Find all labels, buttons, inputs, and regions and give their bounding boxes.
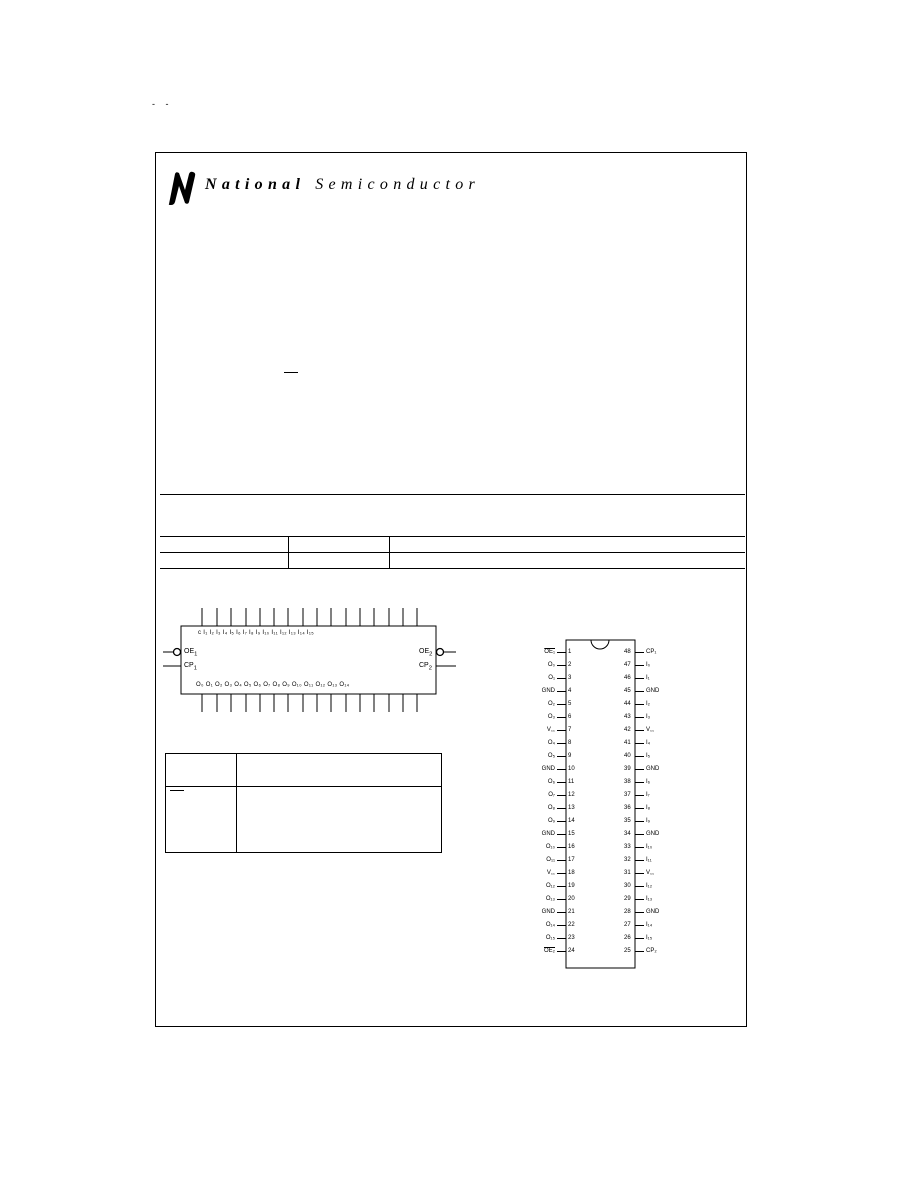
dip-pin-number: 18 xyxy=(568,870,575,876)
dip-pin-number: 16 xyxy=(568,844,575,850)
dip-pin-right xyxy=(620,830,670,838)
dip-pin-number: 36 xyxy=(624,805,631,811)
dip-pin-number: 34 xyxy=(624,831,631,837)
dip-pin-name: O₁₂ xyxy=(545,883,555,889)
dip-pin-left xyxy=(520,908,580,916)
dip-pin-lead xyxy=(557,678,566,679)
dip-pin-number: 13 xyxy=(568,805,575,811)
dip-pin-right xyxy=(620,700,670,708)
dip-pin-number: 24 xyxy=(568,948,575,954)
dip-pin-name: GND xyxy=(646,909,660,915)
dip-pin-number: 37 xyxy=(624,792,631,798)
table-top-rule xyxy=(160,536,745,537)
dip-pin-lead xyxy=(557,795,566,796)
dip-pin-number: 21 xyxy=(568,909,575,915)
logic-top-labels: c I₁ I₂ I₃ I₄ I₅ I₆ I₇ I₈ I₉ I₁₀ I₁₁ I₁₂ I₁₃ I₁₄ I₁₅ xyxy=(198,630,314,636)
dip-pin-name: O₀ xyxy=(547,662,555,668)
dip-pin-right xyxy=(620,934,670,942)
dip-pin-number: 15 xyxy=(568,831,575,837)
dip-pin-lead xyxy=(635,873,644,874)
dip-pin-right xyxy=(620,804,670,812)
dip-pin-number: 17 xyxy=(568,857,575,863)
dip-pin-number: 26 xyxy=(624,935,631,941)
section-divider xyxy=(160,494,745,495)
table-mid-rule xyxy=(160,552,745,553)
dip-pin-lead xyxy=(557,704,566,705)
dip-pin-left xyxy=(520,726,580,734)
dip-pin-lead xyxy=(635,795,644,796)
dip-pin-name: O₈ xyxy=(547,805,555,811)
logic-cp2-label: $CP_2$ xyxy=(419,662,432,672)
dip-pin-number: 12 xyxy=(568,792,575,798)
dip-pin-left xyxy=(520,804,580,812)
dip-pin-right xyxy=(620,687,670,695)
dip-pin-number: 7 xyxy=(568,727,572,733)
dip-pin-name: OE₁ xyxy=(544,649,555,655)
dip-pin-lead xyxy=(557,756,566,757)
dip-pin-right xyxy=(620,856,670,864)
dip-pin-number: 27 xyxy=(624,922,631,928)
dip-pin-right xyxy=(620,661,670,669)
pin-table-overbar xyxy=(170,790,184,791)
dip-pin-lead xyxy=(635,847,644,848)
dip-pin-name: O₆ xyxy=(547,779,555,785)
dip-pin-number: 43 xyxy=(624,714,631,720)
dip-pin-name: GND xyxy=(646,831,660,837)
dip-pin-name: O₃ xyxy=(547,714,555,720)
dip-pin-left xyxy=(520,739,580,747)
dip-pin-number: 44 xyxy=(624,701,631,707)
dip-pin-lead xyxy=(557,938,566,939)
dip-pin-right xyxy=(620,791,670,799)
dip-pin-lead xyxy=(635,769,644,770)
dip-pin-right xyxy=(620,843,670,851)
dip-pin-name: O₂ xyxy=(548,701,555,707)
dip-pin-name: I₃ xyxy=(646,714,651,720)
dip-pin-left xyxy=(520,648,580,656)
dip-pin-number: 33 xyxy=(624,844,631,850)
dip-pin-right xyxy=(620,947,670,955)
dip-pin-right xyxy=(620,882,670,890)
dip-pin-number: 5 xyxy=(568,701,572,707)
dip-pin-name: O₅ xyxy=(547,753,555,759)
dip-pin-lead xyxy=(557,821,566,822)
dip-pin-right xyxy=(620,778,670,786)
dip-pin-number: 23 xyxy=(568,935,575,941)
dip-pin-name: I₅ xyxy=(646,753,651,759)
dip-pin-name: V꜀꜀ xyxy=(546,727,555,733)
dip-pin-name: O₁₀ xyxy=(545,844,555,850)
dip-pin-number: 48 xyxy=(624,649,631,655)
pin-names-table xyxy=(165,753,442,853)
dip-pin-name: CP₂ xyxy=(646,948,657,954)
dip-pin-lead xyxy=(557,665,566,666)
dip-pin-number: 29 xyxy=(624,896,631,902)
dip-pin-right xyxy=(620,713,670,721)
pin-table-header-rule xyxy=(165,786,442,787)
dip-pin-name: GND xyxy=(541,688,555,694)
dip-pin-left xyxy=(520,713,580,721)
table-bottom-rule xyxy=(160,568,745,569)
dip-pin-name: I₁₁ xyxy=(646,857,652,863)
dip-pin-right xyxy=(620,908,670,916)
dip-pin-lead xyxy=(635,730,644,731)
dip-pin-lead xyxy=(557,951,566,952)
dip-pin-number: 38 xyxy=(624,779,631,785)
dip-pin-name: GND xyxy=(541,766,555,772)
dip-pin-name: GND xyxy=(646,688,660,694)
dip-pin-lead xyxy=(635,691,644,692)
dip-pin-lead xyxy=(557,834,566,835)
dip-pin-lead xyxy=(635,821,644,822)
logic-bottom-labels: O₀ O₁ O₂ O₃ O₄ O₅ O₆ O₇ O₈ O₉ O₁₀ O₁₁ O₁₂ O₁₃ O₁₄ xyxy=(196,682,350,688)
dip-pin-number: 28 xyxy=(624,909,631,915)
dip-pin-lead xyxy=(557,925,566,926)
pin-table-col-divider xyxy=(236,753,237,853)
table-col-divider xyxy=(288,536,289,568)
dip-pin-number: 39 xyxy=(624,766,631,772)
dip-pin-lead xyxy=(635,717,644,718)
dip-pin-left xyxy=(520,817,580,825)
dip-pin-lead xyxy=(635,938,644,939)
dip-pin-left xyxy=(520,661,580,669)
dip-pin-lead xyxy=(635,743,644,744)
dip-pin-lead xyxy=(635,808,644,809)
dip-pin-lead xyxy=(635,756,644,757)
dip-pin-lead xyxy=(557,847,566,848)
corner-mark: - - xyxy=(152,99,173,109)
dip-pin-lead xyxy=(557,860,566,861)
dip-pin-number: 25 xyxy=(624,948,631,954)
dip-pin-number: 47 xyxy=(624,662,631,668)
dip-pin-number: 19 xyxy=(568,883,575,889)
dip-pin-right xyxy=(620,739,670,747)
dip-pin-left xyxy=(520,765,580,773)
brand-name xyxy=(205,176,480,194)
dip-pin-number: 42 xyxy=(624,727,631,733)
dip-pin-number: 32 xyxy=(624,857,631,863)
logic-cp1-label: $CP_1$ xyxy=(184,662,197,672)
dip-pin-number: 4 xyxy=(568,688,572,694)
dip-pin-lead xyxy=(557,717,566,718)
dip-pin-lead xyxy=(635,834,644,835)
dip-pin-name: V꜀꜀ xyxy=(646,727,655,733)
dip-pin-number: 14 xyxy=(568,818,575,824)
dip-pin-lead xyxy=(557,912,566,913)
ns-logo-icon xyxy=(166,170,198,206)
table-col-divider xyxy=(389,536,390,568)
dip-pin-lead xyxy=(557,730,566,731)
dip-pin-right xyxy=(620,752,670,760)
dip-pin-left xyxy=(520,882,580,890)
dip-pin-left xyxy=(520,869,580,877)
dip-pin-lead xyxy=(635,665,644,666)
dip-pin-name: GND xyxy=(646,766,660,772)
dip-pin-lead xyxy=(557,782,566,783)
dip-pin-name: I₀ xyxy=(646,662,651,668)
dip-pin-name: O₉ xyxy=(547,818,555,824)
dip-pin-lead xyxy=(635,860,644,861)
dip-pin-name: I₁₂ xyxy=(646,883,653,889)
dip-pin-name: I₂ xyxy=(646,701,650,707)
dip-pin-name: I₉ xyxy=(646,818,651,824)
dip-pin-lead xyxy=(635,704,644,705)
dip-pin-right xyxy=(620,674,670,682)
dip-pin-number: 20 xyxy=(568,896,575,902)
dip-pin-name: I₆ xyxy=(646,779,651,785)
dip-pin-left xyxy=(520,700,580,708)
brand-bold: National xyxy=(205,176,306,193)
dip-pin-left xyxy=(520,934,580,942)
dip-pin-right xyxy=(620,765,670,773)
dip-pin-number: 41 xyxy=(624,740,631,746)
dip-pin-lead xyxy=(557,899,566,900)
dip-pin-left xyxy=(520,921,580,929)
dip-pin-name: O₁₃ xyxy=(545,896,555,902)
dip-pin-right xyxy=(620,817,670,825)
dip-pin-lead xyxy=(557,769,566,770)
dip-pin-number: 11 xyxy=(568,779,575,785)
dip-pin-left xyxy=(520,856,580,864)
dip-pin-number: 22 xyxy=(568,922,575,928)
dip-pin-number: 40 xyxy=(624,753,631,759)
dip-pin-name: V꜀꜀ xyxy=(546,870,555,876)
dip-pin-name: O₁₄ xyxy=(545,922,555,928)
dip-pin-name: O₁₅ xyxy=(545,935,555,941)
dip-pin-name: CP₁ xyxy=(646,649,657,655)
dip-pin-lead xyxy=(557,652,566,653)
dip-pin-right xyxy=(620,726,670,734)
dip-pin-name: O₁₁ xyxy=(546,857,555,863)
logic-oe2-label: $OE_2$ xyxy=(419,648,433,658)
dip-pin-number: 8 xyxy=(568,740,572,746)
dip-pin-name: GND xyxy=(541,831,555,837)
dip-pin-name: O₄ xyxy=(547,740,555,746)
dip-pin-number: 31 xyxy=(624,870,631,876)
dip-package xyxy=(545,636,645,966)
dip-pin-number: 2 xyxy=(568,662,572,668)
dip-pin-left xyxy=(520,674,580,682)
dip-pin-left xyxy=(520,830,580,838)
dip-pin-number: 1 xyxy=(568,649,572,655)
dip-pin-name: OE₂ xyxy=(544,948,555,954)
dip-pin-lead xyxy=(635,912,644,913)
dip-pin-lead xyxy=(635,925,644,926)
dip-pin-left xyxy=(520,778,580,786)
dip-pin-number: 45 xyxy=(624,688,631,694)
logic-oe1-label: $OE_1$ xyxy=(184,648,198,658)
dip-pin-lead xyxy=(557,808,566,809)
dip-pin-lead xyxy=(557,886,566,887)
dip-pin-name: GND xyxy=(541,909,555,915)
dip-pin-number: 3 xyxy=(568,675,572,681)
dip-pin-name: I₁₀ xyxy=(646,844,653,850)
dip-pin-name: V꜀꜀ xyxy=(646,870,655,876)
dip-pin-name: I₇ xyxy=(646,792,650,798)
dip-pin-lead xyxy=(635,899,644,900)
dip-pin-lead xyxy=(635,678,644,679)
dip-pin-right xyxy=(620,921,670,929)
dip-pin-lead xyxy=(635,951,644,952)
overbar-mark xyxy=(284,372,298,373)
dip-pin-left xyxy=(520,947,580,955)
dip-pin-number: 30 xyxy=(624,883,631,889)
brand-regular: Semiconductor xyxy=(315,176,481,193)
dip-pin-number: 6 xyxy=(568,714,572,720)
dip-pin-name: I₄ xyxy=(646,740,651,746)
dip-pin-number: 35 xyxy=(624,818,631,824)
dip-pin-name: I₁₄ xyxy=(646,922,653,928)
dip-pin-name: I₈ xyxy=(646,805,651,811)
dip-pin-left xyxy=(520,687,580,695)
dip-pin-right xyxy=(620,648,670,656)
dip-pin-lead xyxy=(635,782,644,783)
dip-pin-left xyxy=(520,895,580,903)
dip-pin-right xyxy=(620,895,670,903)
dip-pin-right xyxy=(620,869,670,877)
dip-pin-left xyxy=(520,843,580,851)
dip-pin-number: 46 xyxy=(624,675,631,681)
dip-pin-left xyxy=(520,752,580,760)
logic-symbol-pins xyxy=(160,604,460,714)
dip-pin-number: 10 xyxy=(568,766,575,772)
dip-pin-name: I₁₃ xyxy=(646,896,653,902)
dip-pin-lead xyxy=(557,873,566,874)
dip-pin-left xyxy=(520,791,580,799)
dip-pin-name: I₁₅ xyxy=(646,935,653,941)
dip-pin-lead xyxy=(635,652,644,653)
dip-pin-lead xyxy=(557,743,566,744)
dip-pin-lead xyxy=(557,691,566,692)
dip-pin-lead xyxy=(635,886,644,887)
dip-pin-name: O₁ xyxy=(548,675,555,681)
dip-pin-number: 9 xyxy=(568,753,572,759)
dip-pin-name: I₁ xyxy=(646,675,650,681)
dip-pin-name: O₇ xyxy=(548,792,555,798)
